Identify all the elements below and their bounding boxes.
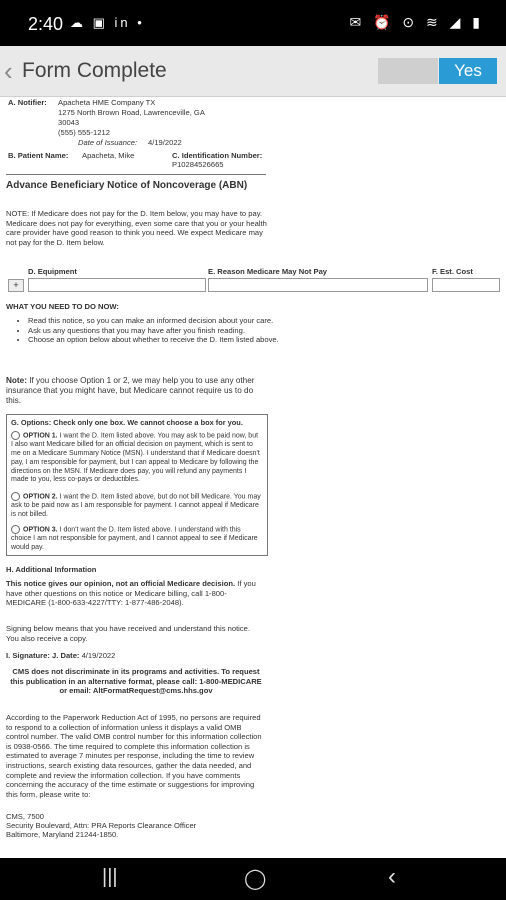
signature-date: 4/19/2022 [81,651,116,660]
system-icons: ✉ ⏰ ⊙ ≋ ◢ ▮ [349,14,484,30]
option-1-text: I want the D. Item listed above. You may ask to be paid now, but I also want Medicare billed for an official decision on payment, which is sent to me on a Medicare Summary Notice (MSN). I understand that if Medicare doesn't pay, I am responsible for payment, but I can appeal to Medicare by following the directions on the MSN. If Medicare does pay, you will refund any payments I made to you, less co-pays or deductibles. [11,432,260,484]
notifier-address2: 30043 [58,118,80,127]
issuance-date: 4/19/2022 [148,138,182,147]
option-1 [11,431,261,485]
reason-field[interactable] [208,278,428,292]
notification-icons: ☁ ▣ in • [70,15,145,30]
status-bar [0,0,506,46]
note-text: If you choose Option 1 or 2, we may help you to use any other insurance that you might have, but Medicare cannot require us to do this. [6,376,255,406]
recents-icon[interactable]: ||| [102,866,118,888]
list-item: • Read this notice, so you can make an informed decision about your care. [28,316,282,326]
secondary-button[interactable] [378,58,438,84]
signature-line [6,651,115,661]
todo-list [10,316,282,345]
app-bar [0,46,506,97]
option-3-label: OPTION 3. [23,526,58,534]
options-box [6,414,268,556]
additional-bold: This notice gives our opinion, not an official Medicare decision. [6,579,236,588]
add-row-button[interactable]: + [8,279,24,292]
equipment-field[interactable] [28,278,206,292]
back-icon[interactable]: ‹ [388,863,396,890]
chevron-left-icon[interactable]: ‹ [4,56,13,86]
divider [6,174,266,175]
todo-heading: WHAT YOU NEED TO DO NOW: [6,302,119,311]
option-3-radio[interactable] [11,525,20,534]
yes-button[interactable]: Yes [439,58,497,84]
col-equipment: D. Equipment [28,267,77,276]
list-item: • Ask us any questions that you may have after you finish reading. [28,326,282,336]
options-heading: G. Options: Check only one box. We cannot choose a box for you. [11,418,243,427]
patient-label: B. Patient Name: [8,151,69,160]
address-line-1: CMS, 7500 [6,812,44,821]
notifier-address1: 1275 North Brown Road, Lawrenceville, GA [58,108,205,117]
additional-body: If you have other questions on this notice or Medicare billing, call 1-800-MEDICARE (1-800-633-4227/TTY: 1-877-486-2048). [6,579,256,608]
option-3-text: I don't want the D. Item listed above. I understand with this choice I am not responsible for payment, and I cannot appeal to see if Medicare would pay. [11,526,258,551]
option-1-radio[interactable] [11,431,20,440]
notifier-phone: (555) 555-1212 [58,128,110,137]
page-title: Form Complete [22,59,167,82]
abn-note: NOTE: If Medicare does not pay for the D. Item below, you may have to pay. Medicare does not pay for everything, even some care that you or your health care provider have good reason to think you need. We expect Medicare may not pay for the D. Item below. [6,209,267,247]
abn-title: Advance Beneficiary Notice of Noncoverage (ABN) [6,180,248,191]
notifier-label: A. Notifier: [8,98,47,107]
ident-label: C. Identification Number: [172,151,263,160]
issuance-label: Date of Issuance: [78,138,138,147]
option-3 [11,525,261,553]
form-document [6,96,500,858]
additional-text [6,579,264,608]
system-nav-bar [0,858,506,900]
signing-text: Signing below means that you have received and understand this notice. You also receive a copy. [6,624,251,643]
option-2 [11,492,261,520]
ident-value: P10284526665 [172,160,224,169]
option-2-radio[interactable] [11,492,20,501]
cost-field[interactable] [432,278,500,292]
col-reason: E. Reason Medicare May Not Pay [208,267,328,276]
notifier-name: Apacheta HME Company TX [58,98,156,107]
list-item: • Choose an option below about whether to receive the D. Item listed above. [28,335,282,345]
signature-label: I. Signature: [6,651,50,660]
cms-notice: CMS does not discriminate in its programs and activities. To request this publication in an alternative format, please call: 1-800-MEDICARE or email: AltFormatRequest@cms.hhs.gov [10,667,262,696]
status-time: 2:40 [28,14,64,34]
note-label: Note: [6,376,27,385]
option-2-label: OPTION 2. [23,493,58,501]
additional-heading: H. Additional Information [6,565,97,574]
option-2-text: I want the D. Item listed above, but do not bill Medicare. You may ask to be paid now as I am responsible for payment. I cannot appeal if Medicare is not billed. [11,493,261,518]
date-label: J. Date: [52,651,80,660]
address-line-2: Security Boulevard, Attn: PRA Reports Clearance Officer [6,821,197,830]
patient-value: Apacheta, Mike [82,151,135,160]
col-cost: F. Est. Cost [432,267,473,276]
address-line-3: Baltimore, Maryland 21244-1850. [6,830,119,839]
todo-note [6,376,264,407]
paperwork-text: According to the Paperwork Reduction Act of 1995, no persons are required to respond to a collection of information unless it displays a valid OMB control number. The valid OMB control number for this information collection is 0938-0566. The time required to complete this information collection is estimated to average 7 minutes per response, including the time to review instructions, search existing data resources, gather the data needed, and complete and review the information collection. If you have comments concerning the accuracy of the time estimate or suggestions for improving this form, please write to: [6,713,262,799]
home-icon[interactable]: ◯ [244,868,267,890]
option-1-label: OPTION 1. [23,432,58,440]
